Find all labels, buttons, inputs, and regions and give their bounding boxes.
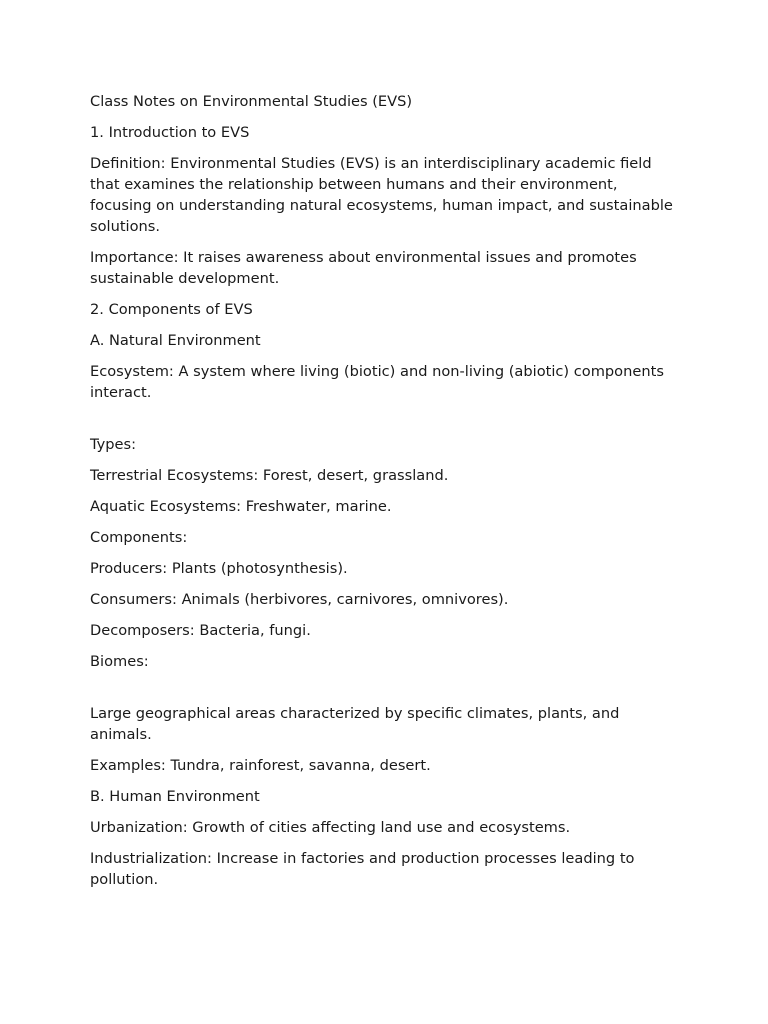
biomes-label: Biomes: xyxy=(90,653,149,670)
biomes-examples: Examples: Tundra, rainforest, savanna, desert. xyxy=(90,757,431,774)
importance-paragraph: Importance: It raises awareness about environmental issues and promotes sustainable development. xyxy=(90,249,637,287)
subheading-natural-environment: A. Natural Environment xyxy=(90,332,261,349)
biomes-description: Large geographical areas characterized by specific climates, plants, and animals. xyxy=(90,705,620,743)
subheading-human-environment: B. Human Environment xyxy=(90,788,260,805)
terrestrial-ecosystems-item: Terrestrial Ecosystems: Forest, desert, grassland. xyxy=(90,467,449,484)
consumers-item: Consumers: Animals (herbivores, carnivores, omnivores). xyxy=(90,591,509,608)
document-title: Class Notes on Environmental Studies (EVS) xyxy=(90,93,413,110)
ecosystem-paragraph: Ecosystem: A system where living (biotic) and non-living (abiotic) components interact. xyxy=(90,363,664,401)
components-label: Components: xyxy=(90,529,188,546)
aquatic-ecosystems-item: Aquatic Ecosystems: Freshwater, marine. xyxy=(90,498,392,515)
producers-item: Producers: Plants (photosynthesis). xyxy=(90,560,348,577)
definition-paragraph: Definition: Environmental Studies (EVS) is an interdisciplinary academic field that examines the relationship between humans and their environment, focusing on understanding natural ecosystems, human impact, and sustainable solutions. xyxy=(90,155,673,235)
section-heading-components: 2. Components of EVS xyxy=(90,301,253,318)
decomposers-item: Decomposers: Bacteria, fungi. xyxy=(90,622,311,639)
document-body xyxy=(90,91,680,900)
urbanization-item: Urbanization: Growth of cities affecting land use and ecosystems. xyxy=(90,819,571,836)
types-label: Types: xyxy=(90,436,137,453)
section-heading-introduction: 1. Introduction to EVS xyxy=(90,124,250,141)
industrialization-item: Industrialization: Increase in factories and production processes leading to pollution. xyxy=(90,850,635,888)
